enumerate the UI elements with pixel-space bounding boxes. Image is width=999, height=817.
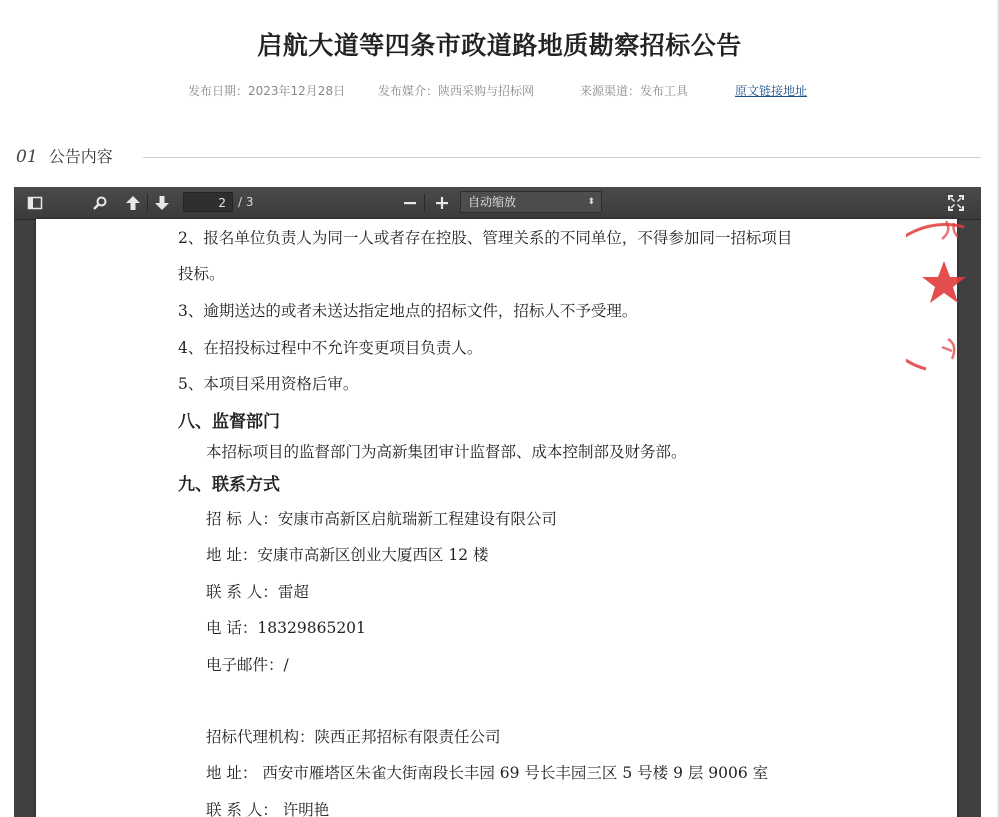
sidebar-toggle-icon bbox=[27, 195, 43, 211]
zoom-in-button[interactable] bbox=[432, 191, 452, 215]
chevron-updown-icon: ⬍ bbox=[587, 197, 595, 207]
doc-line: 投标。 bbox=[178, 265, 225, 283]
arrow-up-icon bbox=[125, 195, 141, 211]
fullscreen-icon bbox=[948, 195, 964, 211]
doc-line: 3、逾期送达的或者未送达指定地点的招标文件，招标人不予受理。 bbox=[178, 302, 638, 320]
red-seal-stamp bbox=[906, 219, 966, 379]
doc-line: 电子邮件：/ bbox=[206, 656, 289, 674]
page-number-input[interactable]: 2 bbox=[183, 192, 233, 212]
search-button[interactable] bbox=[87, 191, 113, 215]
doc-line: 2、报名单位负责人为同一人或者存在控股、管理关系的不同单位，不得参加同一招标项目 bbox=[178, 229, 793, 247]
section-heading-supervision: 八、监督部门 bbox=[178, 412, 280, 432]
publish-date: 发布日期：2023年12月28日 bbox=[188, 84, 346, 98]
doc-line: 5、本项目采用资格后审。 bbox=[178, 375, 359, 393]
next-page-button[interactable] bbox=[151, 191, 173, 215]
meta-bar bbox=[0, 82, 999, 100]
toolbar-separator bbox=[424, 194, 425, 212]
doc-line: 电 话：18329865201 bbox=[206, 619, 366, 637]
section-heading bbox=[16, 144, 113, 168]
section-number: 01 bbox=[16, 147, 38, 167]
original-link[interactable]: 原文链接地址 bbox=[735, 84, 808, 98]
fullscreen-button[interactable] bbox=[944, 191, 968, 215]
sidebar-toggle-button[interactable] bbox=[22, 191, 48, 215]
section-heading-contact: 九、联系方式 bbox=[178, 475, 280, 495]
doc-line: 联 系 人：雷超 bbox=[206, 583, 309, 601]
toolbar-separator bbox=[147, 194, 148, 212]
doc-line: 联 系 人： 许明艳 bbox=[206, 801, 330, 817]
zoom-out-icon bbox=[403, 196, 417, 210]
page-total: / 3 bbox=[238, 195, 254, 209]
source-channel: 来源渠道：发布工具 bbox=[580, 84, 689, 98]
seal-stamp-icon bbox=[906, 219, 966, 379]
pdf-toolbar bbox=[14, 187, 981, 220]
pdf-page bbox=[36, 219, 957, 817]
section-divider bbox=[143, 157, 981, 158]
doc-line: 招 标 人：安康市高新区启航瑞新工程建设有限公司 bbox=[206, 510, 557, 528]
doc-line: 本招标项目的监督部门为高新集团审计监督部、成本控制部及财务部。 bbox=[206, 443, 687, 461]
doc-line: 地 址：安康市高新区创业大厦西区 12 楼 bbox=[206, 546, 489, 564]
zoom-select[interactable] bbox=[460, 191, 602, 213]
doc-line: 4、在招投标过程中不允许变更项目负责人。 bbox=[178, 339, 483, 357]
arrow-down-icon bbox=[154, 195, 170, 211]
zoom-in-icon bbox=[435, 196, 449, 210]
publish-media: 发布媒介：陕西采购与招标网 bbox=[378, 84, 535, 98]
pdf-viewer bbox=[14, 187, 981, 817]
search-icon bbox=[92, 195, 108, 211]
page-title: 启航大道等四条市政道路地质勘察招标公告 bbox=[257, 31, 742, 60]
zoom-out-button[interactable] bbox=[400, 191, 420, 215]
doc-line: 地 址： 西安市雁塔区朱雀大街南段长丰园 69 号长丰园三区 5 号楼 9 层 9006 室 bbox=[206, 764, 769, 782]
zoom-value: 自动缩放 bbox=[468, 195, 517, 209]
section-label: 公告内容 bbox=[48, 147, 113, 166]
previous-page-button[interactable] bbox=[122, 191, 144, 215]
doc-line: 招标代理机构：陕西正邦招标有限责任公司 bbox=[206, 728, 501, 746]
